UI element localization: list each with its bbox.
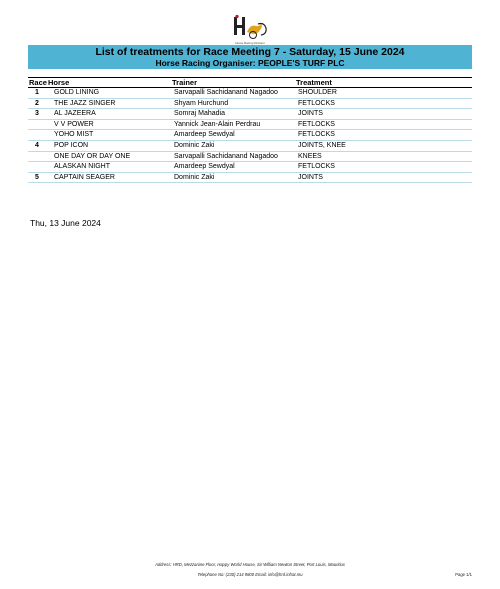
horse-name: V V POWER — [54, 120, 94, 128]
treatment: FETLOCKS — [298, 99, 335, 107]
race-number: 1 — [35, 89, 39, 96]
race-number: 4 — [35, 141, 39, 149]
horse-name: CAPTAIN SEAGER — [54, 173, 115, 181]
treatment: JOINTS — [298, 110, 323, 118]
treatment: SHOULDER — [298, 89, 337, 96]
report-title: List of treatments for Race Meeting 7 - Saturday, 15 June 2024 — [95, 46, 405, 58]
trainer-name: Amardeep Sewdyal — [174, 131, 235, 139]
trainer-name: Sarvapalli Sachidanand Nagadoo — [174, 152, 278, 160]
trainer-name: Dominic Zaki — [174, 141, 215, 149]
table-row — [28, 173, 472, 184]
treatment: JOINTS — [298, 173, 323, 181]
table-row — [28, 99, 472, 110]
table-row — [28, 109, 472, 120]
table-row — [28, 120, 472, 131]
trainer-name: Sarvapalli Sachidanand Nagadoo — [174, 89, 278, 96]
horse-logo-icon — [220, 14, 280, 42]
print-date: Thu, 13 June 2024 — [30, 218, 101, 228]
table-row — [28, 141, 472, 152]
footer-address: Address: HRD, Mezzanine Floor, Happy World House, Sir William Newton Street, Port Louis, Mauritius — [155, 562, 345, 567]
report-subtitle: Horse Racing Organiser: PEOPLE'S TURF PLC — [155, 58, 345, 68]
trainer-name: Somraj Mahadia — [174, 110, 225, 118]
table-row — [28, 130, 472, 141]
column-header-horse: Horse — [48, 78, 70, 87]
page-number: Page 1/1 — [455, 572, 472, 577]
race-number: 3 — [35, 110, 39, 118]
table-header-row — [28, 77, 472, 88]
horse-name: THE JAZZ SINGER — [54, 99, 116, 107]
column-header-trainer: Trainer — [172, 78, 198, 87]
horse-name: ONE DAY OR DAY ONE — [54, 152, 131, 160]
trainer-name: Shyam Hurchund — [174, 99, 229, 107]
table-row — [28, 152, 472, 163]
race-number: 5 — [35, 173, 39, 181]
treatment: FETLOCKS — [298, 120, 335, 128]
treatment: FETLOCKS — [298, 163, 335, 171]
table-row — [28, 162, 472, 173]
race-number: 2 — [35, 99, 39, 107]
treatment: FETLOCKS — [298, 131, 335, 139]
hrd-logo — [220, 14, 280, 46]
report-header — [28, 45, 472, 69]
trainer-name: Dominic Zaki — [174, 173, 215, 181]
table-row — [28, 88, 472, 99]
horse-name: ALASKAN NIGHT — [54, 163, 111, 171]
trainer-name: Amardeep Sewdyal — [174, 163, 235, 171]
treatments-table — [28, 77, 472, 183]
treatment: JOINTS, KNEE — [298, 141, 346, 149]
column-header-race: Race — [29, 78, 47, 87]
horse-name: YOHO MIST — [54, 131, 94, 139]
footer-contact: Telephone No: (230) 214 9800 Email: info@hrd.infrat.mu — [197, 572, 303, 577]
logo-tagline: Horse Racing Division — [235, 41, 265, 45]
horse-name: POP ICON — [54, 141, 89, 149]
column-header-treatment: Treatment — [296, 78, 332, 87]
treatment: KNEES — [298, 152, 322, 160]
horse-name: GOLD LINING — [54, 89, 100, 96]
horse-name: AL JAZEERA — [54, 110, 96, 118]
trainer-name: Yannick Jean-Alain Perdrau — [174, 120, 261, 128]
